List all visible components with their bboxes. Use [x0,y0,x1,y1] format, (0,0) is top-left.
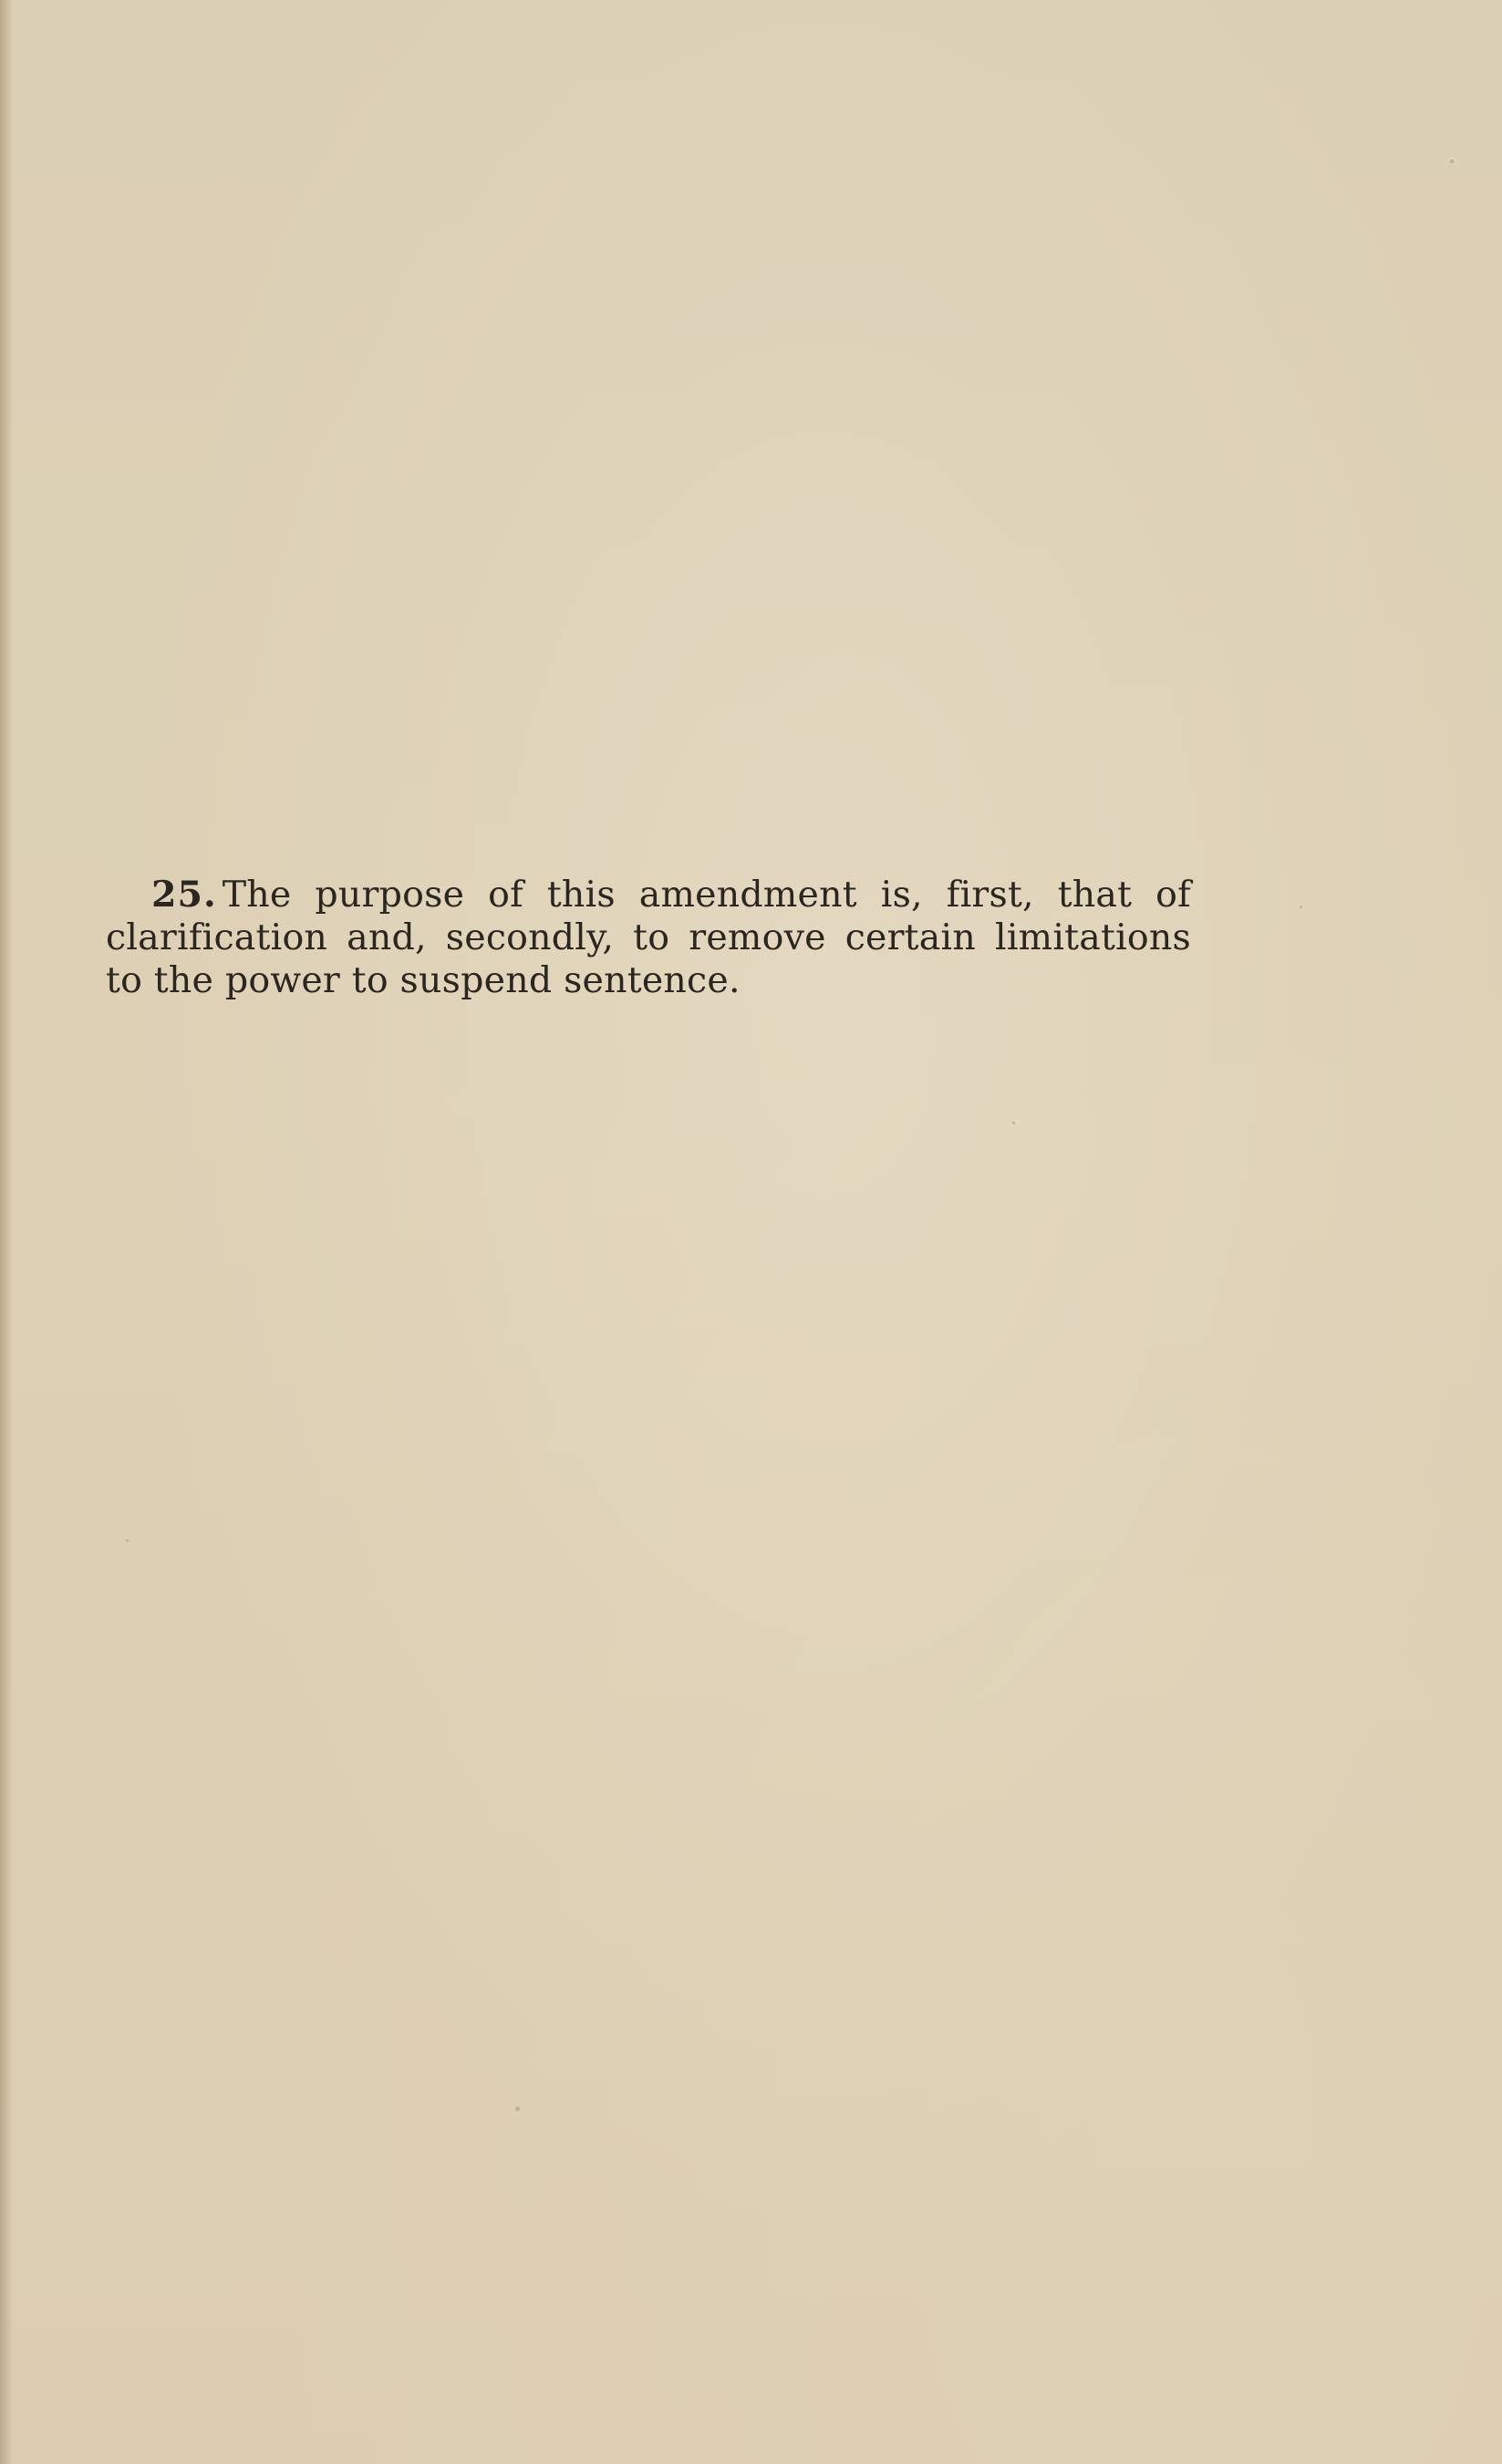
paragraph-text: The purpose of this amendment is, first, that of clarification and, secondly, to remove certain limitations to the power to suspend sentence. [106,873,1191,1001]
amendment-paragraph [106,874,1191,1002]
paper-speck [1012,1122,1015,1124]
paper-speck [126,1539,129,1542]
paragraph-number: 25. [151,873,217,916]
paper-speck [1450,160,1454,163]
paper-speck [515,2107,520,2111]
paper-speck [1300,906,1302,908]
page-binding-edge [0,0,13,2464]
